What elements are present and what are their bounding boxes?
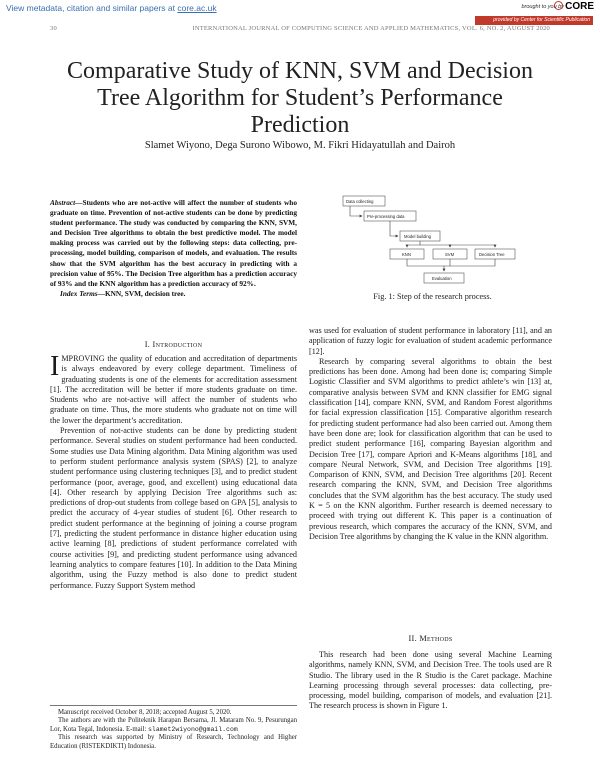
intro-p1-text: the quality of education and accreditation of departments is always endeavored by every college department. Timeliness of graduating students is one of the elements for accreditation assessment [1]. The accreditation will be better if more students graduate on time. Students who are not-active will affect the number of students who graduate on time. Thus, the more students who graduate not on time will the lower the department’s accreditation.: [50, 354, 297, 425]
label-knn: KNN: [402, 252, 411, 257]
label-model-building: Model building: [404, 234, 432, 239]
intro-paragraph-1: [50, 351, 297, 426]
footnote-affiliation: [50, 717, 297, 734]
label-decision-tree: Decision Tree: [479, 252, 505, 257]
brought-by-label: brought to you by: [521, 4, 564, 10]
label-pre-processing: Pre-processing data: [367, 214, 405, 219]
label-svm: SVM: [445, 252, 455, 257]
methods-column: [309, 650, 552, 712]
author-list: Slamet Wiyono, Dega Surono Wibowo, M. Fikri Hidayatullah and Dairoh: [144, 140, 456, 151]
left-column: [50, 351, 297, 591]
methods-paragraph: This research had been done using several Machine Learning algorithms, namely KNN, SVM, and Decision Tree. The tools used are R Studio. The library used in the R Studio is the Caret package. Machine Learning processing through several processes: data collecting, pre-processing, model building, comparison of models, and evaluation [21]. The research process is shown in Figure 1.: [309, 650, 552, 711]
core-logo-icon: [554, 1, 563, 10]
core-link-site[interactable]: core.ac.uk: [177, 3, 217, 13]
abstract-label: Abstract: [50, 198, 76, 207]
abstract: [50, 198, 297, 299]
footnote-email[interactable]: slamet2wiyono@gmail.com: [148, 725, 238, 733]
core-metadata-link[interactable]: [6, 3, 217, 13]
intro-lead-word: MPROVING: [61, 354, 105, 363]
label-data-collecting: Data collecting: [346, 199, 374, 204]
index-terms: —KNN, SVM, decision tree.: [97, 288, 186, 298]
intro-heading: I. Introduction: [144, 340, 203, 349]
core-link-prefix: View metadata, citation and similar papers at: [6, 3, 178, 13]
core-logo[interactable]: [554, 1, 594, 12]
journal-name: INTERNATIONAL JOURNAL OF COMPUTING SCIENCE AND APPLIED MATHEMATICS, VOL. 6, NO. 2, AUGUST 2020: [192, 25, 550, 32]
right-paragraph-2: Research by comparing several algorithms to obtain the best predictions has been done. Among had been done is; comparing Simple Logistic Classifier and SVM algorithms to predict athlete’s win [13] at, comparative analysis between SVM and KNN classifier for EMG signal classification [14], compare KNN, SVM, and Random Forest algorithms for facial expression classification [15]. Comparative algorithm research for predicting student performance had also been carried out. Among them have been done are; look for classification algorithm that can be used to predict student performance [16], comparing Bayesian algorithm and Decision Tree [17], compare Apriori and K-Means algorithms [18], and compare Neural Network, SVM, and Decision Tree algorithms [19]. Comparison of KNN, SVM, and Decision Tree algorithms [20]. Recent research comparing the KNN, SVM, and Decision Tree algorithms concludes that the SVM algorithm has the best accuracy. The study used K = 5 on the KNN algorithm. Further research is deemed necessary to proceed with trying out different K. This paper is a continuation of previous research, which compares the accuracy of the KNN, SVM, and Decision Tree algorithms by changing the K value in the KNN algorithm.: [309, 356, 552, 541]
dropcap: I: [50, 351, 60, 382]
intro-paragraph-2: Prevention of not-active students can be done by predicting student performance. Several studies on student performance had been conducted. Some studies use Data Mining algorithm. Data Mining algorithm was used to perform student performance analysis system (SPAS) [2], to analyze student performance using clustering techniques [3], and to predict student performance (poor, average, good, and excellent) using educational data [4]. Other research by applying Decision Tree algorithms such as: predictions of drop-out students from college based on GPA [5], analysis to predict the accuracy of 4-year studies of student [6]. Other research to predict student performance at the beginning of joining a course program [7], predicting the student performance in distance higher education using active learning [8], predictions of student performance correlated with course activities [9], and predicting student performance using advanced learning analytics to compare features [10]. In addition to the Data Mining algorithm, using the Fuzzy method is also done to predict student performance. Fuzzy Support System method: [50, 426, 297, 590]
footnote: [50, 705, 297, 751]
index-terms-label: Index Terms: [60, 288, 98, 298]
label-evaluation: Evaluation: [432, 276, 452, 281]
figure-caption: Fig. 1: Step of the research process.: [373, 292, 492, 301]
right-column: [309, 326, 552, 542]
right-paragraph-1: was used for evaluation of student performance in laboratory [11], and an application of fuzzy logic for evaluation of student academic performance [12].: [309, 326, 552, 356]
research-process-figure: [315, 193, 550, 288]
footnote-affiliation-text: The authors are with the Politeknik Harapan Bersama, Jl. Mataram No. 9, Pesurungan Lor, Kota Tegal, Indonesia. E-mail:: [50, 717, 297, 733]
footnote-received: Manuscript received October 8, 2018; accepted August 5, 2020.: [58, 709, 232, 716]
core-logo-text: CORE: [565, 1, 594, 12]
methods-heading: II. Methods: [408, 634, 453, 643]
page-number: 30: [50, 25, 57, 32]
provided-by-bar[interactable]: provided by Center for Scientific Publication: [475, 16, 593, 25]
footnote-support: This research was supported by Ministry of Research, Technology and Higher Education (RISTEKDIKTI) Indonesia.: [50, 734, 297, 750]
abstract-text: —Students who are not-active will affect the number of students who graduate on time. Prevention of not-active students can be done by predicting student performance. The study was conducted by comparing the KNN, SVM, and Decision Tree algorithms to obtain the best predictive model. The model making process was carried out by the following steps: data collecting, pre-processing, model building, comparison of models, and evaluation. The results show that the SVM algorithm has the best accuracy in predicting with a precision value of 95%. The Decision Tree algorithm has a prediction accuracy of 93% and the KNN algorithm has a prediction accuracy of 92%.: [50, 198, 297, 288]
paper-title: Comparative Study of KNN, SVM and Decision Tree Algorithm for Student’s Performance Prediction: [67, 58, 533, 138]
